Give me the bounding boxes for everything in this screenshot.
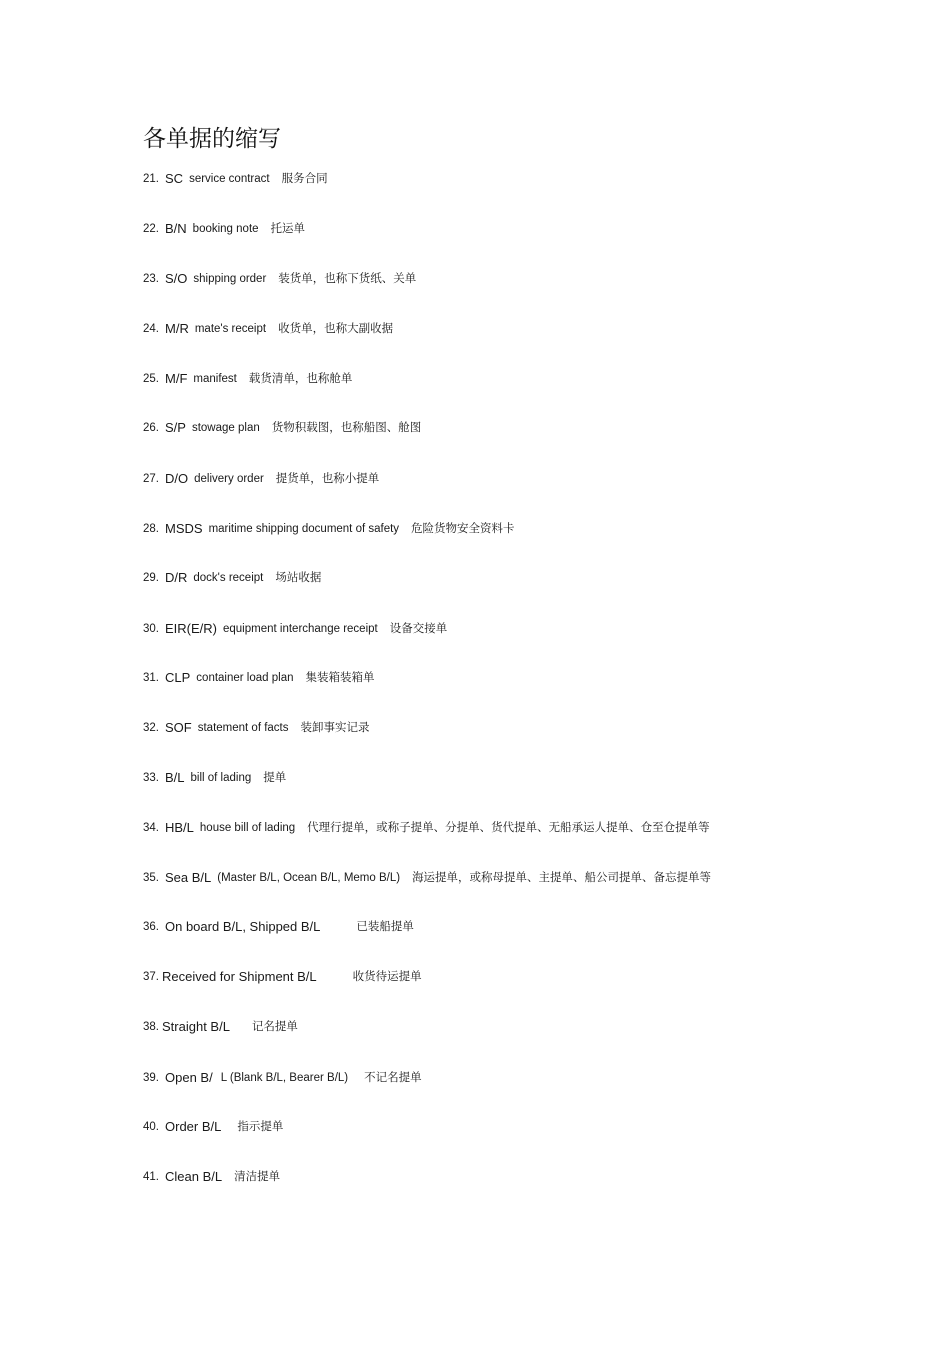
item-number: 33.: [143, 772, 159, 784]
item-chinese: 载货清单，也称舱单: [248, 371, 353, 385]
item-number: 25.: [143, 373, 159, 385]
item-number: 21.: [143, 173, 159, 185]
item-chinese: 场站收据: [275, 570, 322, 584]
item-abbreviation: Open B/: [165, 1070, 213, 1085]
item-abbreviation: CLP: [165, 670, 191, 685]
item-chinese: 代理行提单，或称子提单、分提单、货代提单、无船承运人提单、仓至仓提单等: [307, 820, 710, 834]
item-chinese: 危险货物安全资料卡: [411, 521, 515, 535]
list-item: [143, 620, 447, 636]
item-number: 29.: [143, 572, 159, 584]
item-abbreviation: M/F: [165, 371, 188, 386]
item-chinese: 服务合同: [281, 171, 328, 185]
item-number: 39.: [143, 1072, 159, 1084]
item-term: booking note: [192, 223, 259, 235]
item-term: service contract: [189, 173, 270, 185]
list-item: [143, 719, 370, 735]
list-item: [143, 1069, 422, 1085]
list-item: [143, 1118, 283, 1134]
item-chinese: 不记名提单: [364, 1070, 422, 1084]
list-item: [143, 819, 710, 835]
item-term: delivery order: [194, 473, 264, 485]
list-item: [143, 968, 422, 984]
list-item: [143, 918, 414, 934]
item-term: dock's receipt: [193, 572, 264, 584]
item-abbreviation: HB/L: [165, 820, 194, 835]
item-chinese: 提单: [263, 770, 287, 784]
item-number: 40.: [143, 1121, 159, 1133]
item-term: (Master B/L, Ocean B/L, Memo B/L): [217, 872, 401, 884]
item-number: 37.: [143, 971, 159, 983]
list-item: [143, 1018, 298, 1034]
item-abbreviation: SOF: [165, 720, 192, 735]
item-abbreviation: D/O: [165, 471, 189, 486]
item-number: 36.: [143, 921, 159, 933]
item-abbreviation: SC: [165, 171, 184, 186]
item-number: 30.: [143, 623, 159, 635]
list-item: [143, 520, 515, 536]
page-title: 各单据的缩写: [143, 126, 281, 152]
item-chinese: 装货单，也称下货纸、关单: [278, 271, 417, 285]
item-chinese: 托运单: [270, 221, 306, 235]
item-number: 38.: [143, 1021, 159, 1033]
item-number: 26.: [143, 422, 159, 434]
list-item: [143, 470, 379, 486]
item-term: maritime shipping document of safety: [208, 523, 400, 535]
list-item: [143, 419, 421, 435]
item-term: shipping order: [193, 273, 267, 285]
item-chinese: 海运提单，或称母提单、主提单、船公司提单、备忘提单等: [412, 870, 712, 884]
item-number: 31.: [143, 672, 159, 684]
item-number: 34.: [143, 822, 159, 834]
item-term: stowage plan: [191, 422, 260, 434]
item-abbreviation: Order B/L: [165, 1119, 222, 1134]
list-item: [143, 370, 352, 386]
item-chinese: 设备交接单: [389, 621, 448, 635]
item-term: mate's receipt: [194, 323, 267, 335]
list-item: [143, 769, 286, 785]
item-abbreviation: S/P: [165, 420, 186, 435]
item-term: bill of lading: [190, 772, 252, 784]
item-term: statement of facts: [197, 722, 289, 734]
item-abbreviation: Received for Shipment B/L: [162, 969, 317, 984]
item-abbreviation: Straight B/L: [162, 1019, 230, 1034]
item-number: 23.: [143, 273, 159, 285]
item-term: house bill of lading: [199, 822, 296, 834]
item-number: 32.: [143, 722, 159, 734]
item-term: manifest: [193, 373, 237, 385]
item-chinese: 货物积载图，也称船图、舱图: [271, 420, 422, 434]
item-chinese: 装卸事实记录: [300, 720, 370, 734]
item-abbreviation: Sea B/L: [165, 870, 212, 885]
item-abbreviation: M/R: [165, 321, 189, 336]
list-item: [143, 569, 321, 585]
item-chinese: 提货单，也称小提单: [275, 471, 380, 485]
item-abbreviation: EIR(E/R): [165, 621, 217, 636]
item-abbreviation: S/O: [165, 271, 188, 286]
item-chinese: 收货单，也称大副收据: [278, 321, 394, 335]
item-chinese: 记名提单: [251, 1019, 298, 1033]
item-number: 28.: [143, 523, 159, 535]
item-abbreviation: MSDS: [165, 521, 203, 536]
list-item: [143, 220, 305, 236]
item-abbreviation: Clean B/L: [165, 1169, 223, 1184]
item-chinese: 清洁提单: [234, 1169, 281, 1183]
list-item: [143, 320, 393, 336]
list-item: [143, 270, 416, 286]
item-term: equipment interchange receipt: [223, 623, 378, 635]
list-item: [143, 170, 328, 186]
item-number: 41.: [143, 1171, 159, 1183]
item-chinese: 收货待运提单: [352, 969, 422, 983]
item-number: 24.: [143, 323, 159, 335]
list-item: [143, 869, 711, 885]
list-item: [143, 1168, 280, 1184]
item-chinese: 已装船提单: [356, 919, 414, 933]
item-term: container load plan: [196, 672, 294, 684]
item-abbreviation: On board B/L, Shipped B/L: [165, 919, 321, 934]
item-number: 35.: [143, 872, 159, 884]
item-term: L (Blank B/L, Bearer B/L): [220, 1072, 349, 1084]
item-chinese: 集装箱装箱单: [305, 670, 375, 684]
list-item: [143, 669, 374, 685]
item-abbreviation: D/R: [165, 570, 188, 585]
item-number: 27.: [143, 473, 159, 485]
item-abbreviation: B/N: [165, 221, 187, 236]
item-chinese: 指示提单: [237, 1119, 284, 1133]
item-number: 22.: [143, 223, 159, 235]
item-abbreviation: B/L: [165, 770, 185, 785]
